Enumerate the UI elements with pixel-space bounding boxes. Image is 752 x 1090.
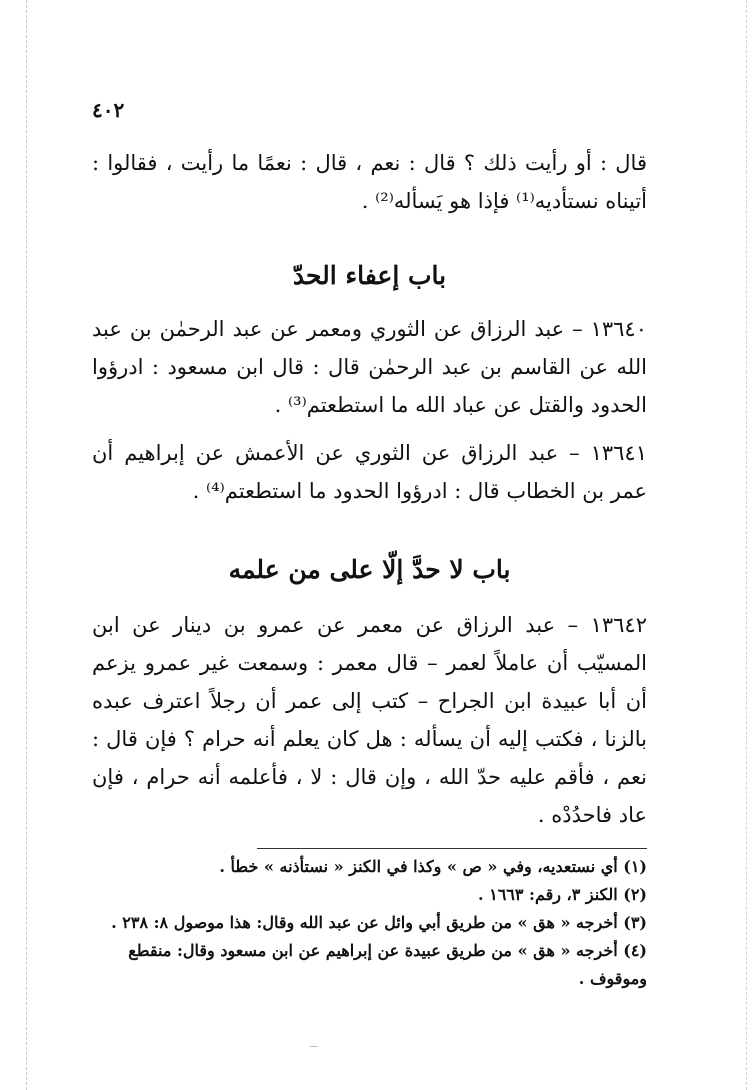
hadith-13642: ١٣٦٤٢ – عبد الرزاق عن معمر عن عمرو بن دينار عن ابن المسيّب أن عاملاً لعمر – قال معمر : وسمعت غير عمرو يزعم أن أبا عبيدة ابن الجراح – كتب إلى عمر أن رجلاً اعترف عبده بالزنا ، فكتب إليه أن يسأله : هل كان يعلم أنه حرام ؟ فإن قال : نعم ، فأقم عليه حدّ الله ، وإن قال : لا ، فأعلمه أنه حرام ، فإن عاد فاحدُدْه . [92, 613, 647, 827]
footnote-4: (٤) أخرجه « هق » من طريق عبيدة عن إبراهيم عن ابن مسعود وقال: منقطع وموقوف . [128, 941, 647, 988]
section-heading-no-punishment-without-knowledge: باب لا حدَّ إلّا على من علمه [228, 555, 511, 584]
footnote-2: (٢) الكنز ٣، رقم: ١٦٦٣ . [477, 885, 647, 904]
intro-paragraph: قال : أو رأيت ذلك ؟ قال : نعم ، قال : نعمًا ما رأيت ، فقالوا : أتيناه نستأديه⁽¹⁾ فإذا هو يَسأله⁽²⁾ . [92, 151, 647, 213]
hadith-13640: ١٣٦٤٠ – عبد الرزاق عن الثوري ومعمر عن عبد الرحمٰن بن عبد الله عن القاسم بن عبد الرحمٰن قال : قال ابن مسعود : ادرؤوا الحدود والقتل عن عباد الله ما استطعتم⁽³⁾ . [92, 317, 647, 417]
scan-edge-left [26, 0, 27, 1090]
book-page [92, 88, 647, 993]
page-number: ٤٠٢ [92, 98, 125, 122]
section-heading-waiving-punishment: باب إعفاء الحدّ [292, 261, 447, 290]
footnotes [92, 853, 647, 993]
scan-speck [310, 1046, 318, 1047]
footnote-divider [257, 848, 647, 849]
hadith-13641: ١٣٦٤١ – عبد الرزاق عن الثوري عن الأعمش عن إبراهيم أن عمر بن الخطاب قال : ادرؤوا الحدود ما استطعتم⁽⁴⁾ . [92, 441, 647, 503]
footnote-3: (٣) أخرجه « هق » من طريق أبي وائل عن عبد الله وقال: هذا موصول ٨: ٢٣٨ . [111, 913, 647, 932]
scan-edge-right [746, 0, 747, 1090]
footnote-1: (١) أي نستعديه، وفي « ص » وكذا في الكنز « نستأذنه » خطأ . [219, 857, 647, 876]
